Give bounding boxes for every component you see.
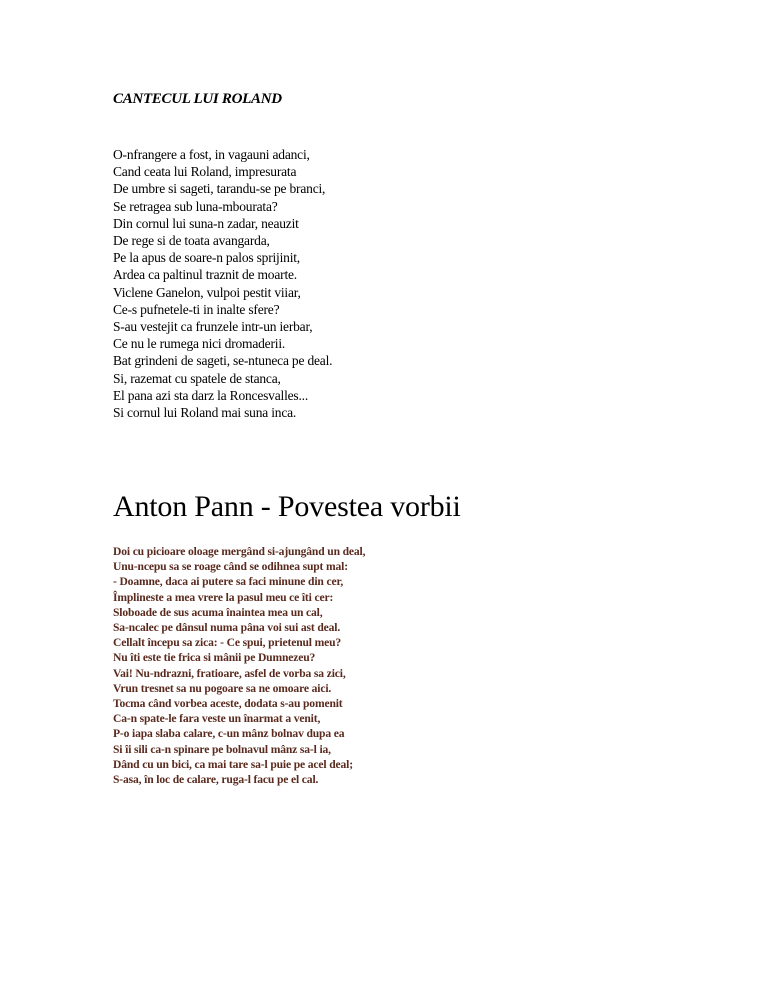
poem-body-roland <box>113 146 332 421</box>
poem-line: Se retragea sub luna-mbourata? <box>113 198 278 214</box>
poem-body-anton-pann <box>113 544 365 787</box>
poem-line: Din cornul lui suna-n zadar, neauzit <box>113 215 299 231</box>
poem-line: O-nfrangere a fost, in vagauni adanci, <box>113 147 310 162</box>
poem-line: Pe la apus de soare-n palos sprijinit, <box>113 250 300 266</box>
poem-title-roland: CANTECUL LUI ROLAND <box>113 91 282 107</box>
poem-line: Ce nu le rumega nici dromaderii. <box>113 336 286 352</box>
poem-line: Sloboade de sus acuma înaintea mea un cal, <box>113 605 323 619</box>
poem-line: Ca-n spate-le fara veste un înarmat a venit, <box>113 712 321 726</box>
poem-line: S-au vestejit ca frunzele intr-un ierbar, <box>113 319 313 335</box>
poem-line: S-asa, în loc de calare, ruga-l facu pe el cal. <box>113 773 319 787</box>
poem-line: Sa-ncalec pe dânsul numa pâna voi sui ast deal. <box>113 621 341 635</box>
poem-line: Doi cu picioare oloage mergând si-ajungând un deal, <box>113 545 366 558</box>
poem-line: Bat grindeni de sageti, se-ntuneca pe deal. <box>113 353 333 369</box>
poem-line: Vai! Nu-ndrazni, fratioare, asfel de vorba sa zici, <box>113 666 346 680</box>
poem-line: De umbre si sageti, tarandu-se pe branci, <box>113 181 326 197</box>
poem-line: Ardea ca paltinul traznit de moarte. <box>113 267 297 283</box>
poem-line: Nu îti este tie frica si mânii pe Dumnezeu? <box>113 651 316 665</box>
poem-line: P-o iapa slaba calare, c-un mânz bolnav dupa ea <box>113 727 345 741</box>
poem-line: Unu-ncepu sa se roage când se odihnea supt mal: <box>113 560 348 574</box>
poem-line: - Doamne, daca ai putere sa faci minune din cer, <box>113 575 344 589</box>
poem-line: El pana azi sta darz la Roncesvalles... <box>113 387 308 403</box>
poem-title-anton-pann: Anton Pann - Povestea vorbii <box>113 490 461 523</box>
poem-line: Si cornul lui Roland mai suna inca. <box>113 405 297 421</box>
poem-line: Dând cu un bici, ca mai tare sa-l puie pe acel deal; <box>113 757 353 771</box>
poem-line: Cand ceata lui Roland, impresurata <box>113 164 297 180</box>
poem-line: Si, razemat cu spatele de stanca, <box>113 370 281 386</box>
poem-line: Si îi sili ca-n spinare pe bolnavul mânz sa-l ia, <box>113 742 331 756</box>
poem-line: Viclene Ganelon, vulpoi pestit viiar, <box>113 284 301 300</box>
poem-line: Ce-s pufnetele-ti in inalte sfere? <box>113 301 280 317</box>
poem-line: Vrun tresnet sa nu pogoare sa ne omoare aici. <box>113 681 332 695</box>
poem-line: Tocma când vorbea aceste, dodata s-au pomenit <box>113 697 343 711</box>
poem-line: Împlineste a mea vrere la pasul meu ce îti cer: <box>113 590 334 604</box>
poem-line: De rege si de toata avangarda, <box>113 233 270 249</box>
poem-line: Cellalt începu sa zica: - Ce spui, prietenul meu? <box>113 636 342 650</box>
